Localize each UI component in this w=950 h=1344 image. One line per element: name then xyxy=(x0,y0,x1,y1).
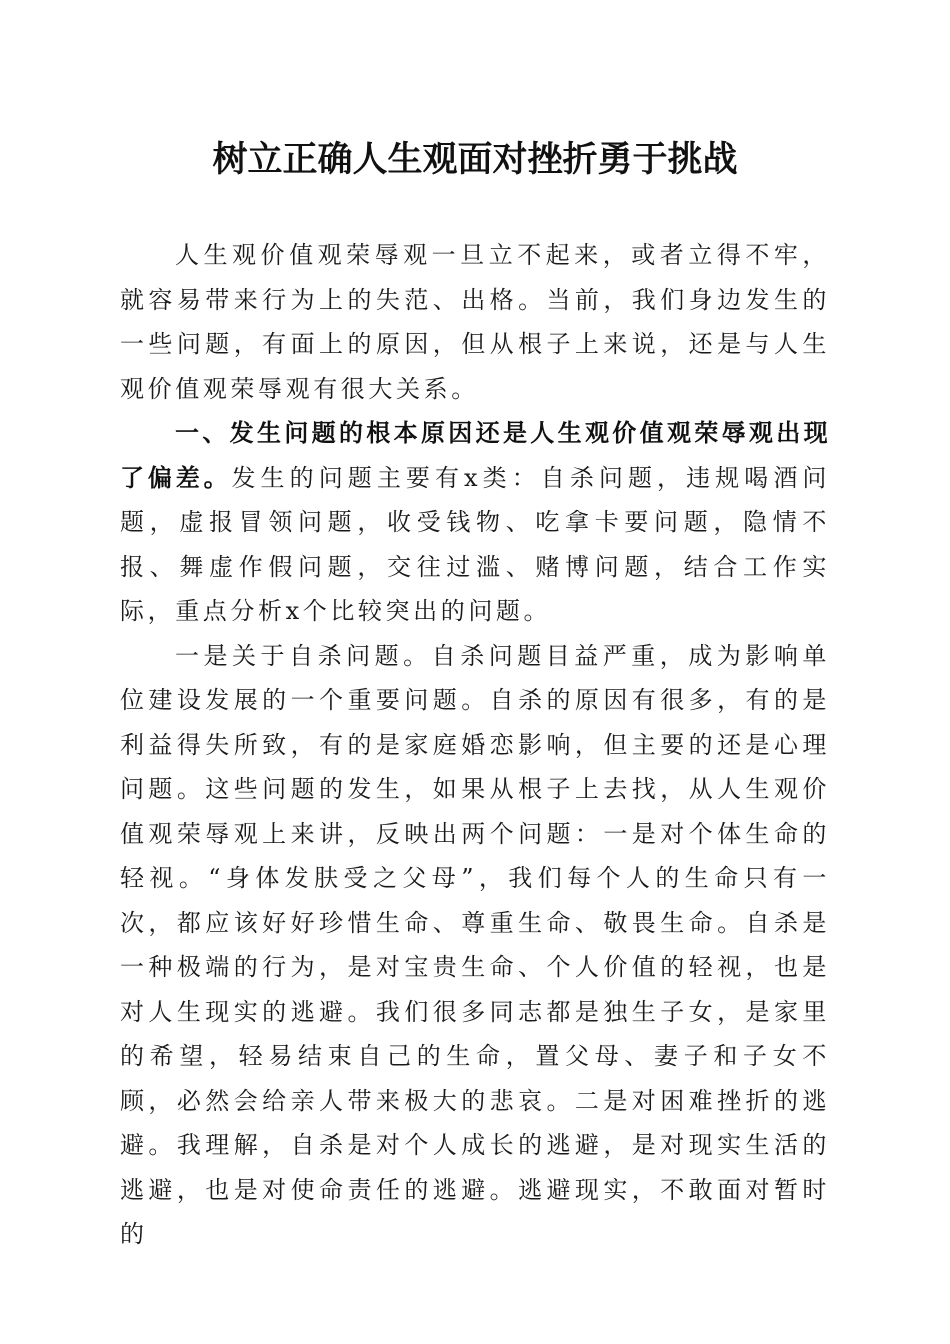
suicide-issue-text: 自杀问题目益严重，成为影响单位建设发展的一个重要问题。自杀的原因有很多，有的是利益得失所致，有的是家庭婚恋影响，但主要的还是心理问题。这些问题的发生，如果从根子上去找，从人生观价值观荣辱观上来讲，反映出两个问题：一是对个体生命的轻视。“身体发肤受之父母”，我们每个人的生命只有一次，都应该好好珍惜生命、尊重生命、敬畏生命。自杀是一种极端的行为，是对宝贵生命、个人价值的轻视，也是对人生现实的逃避。我们很多同志都是独生子女，是家里的希望，轻易结束自己的生命，置父母、妻子和子女不顾，必然会给亲人带来极大的悲哀。二是对困难挫折的逃避。我理解，自杀是对个人成长的逃避，是对现实生活的逃避，也是对使命责任的逃避。逃避现实，不敢面对暂时的 xyxy=(120,641,830,1248)
intro-paragraph-text: 人生观价值观荣辱观一旦立不起来，或者立得不牢，就容易带来行为上的失范、出格。当前，我们身边发生的一些问题，有面上的原因，但从根子上来说，还是与人生观价值观荣辱观有很大关系。 xyxy=(120,241,830,403)
document-body xyxy=(120,233,830,1257)
section-one-paragraph xyxy=(120,411,830,634)
section-one-text: 发生的问题主要有x类：自杀问题，违规喝酒问题，虚报冒领问题，收受钱物、吃拿卡要问题，隐情不报、舞虚作假问题，交往过滥、赌博问题，结合工作实际，重点分析x个比较突出的问题。 xyxy=(120,463,830,625)
suicide-issue-lead: 一是关于自杀问题。 xyxy=(175,641,432,670)
document-title: 树立正确人生观面对挫折勇于挑战 xyxy=(212,139,738,180)
section-one-heading: 一、发生问题的根本原因还是人生观价值观荣辱观出现了偏差。 xyxy=(120,419,830,492)
intro-paragraph xyxy=(120,233,830,411)
suicide-issue-paragraph xyxy=(120,634,830,1257)
